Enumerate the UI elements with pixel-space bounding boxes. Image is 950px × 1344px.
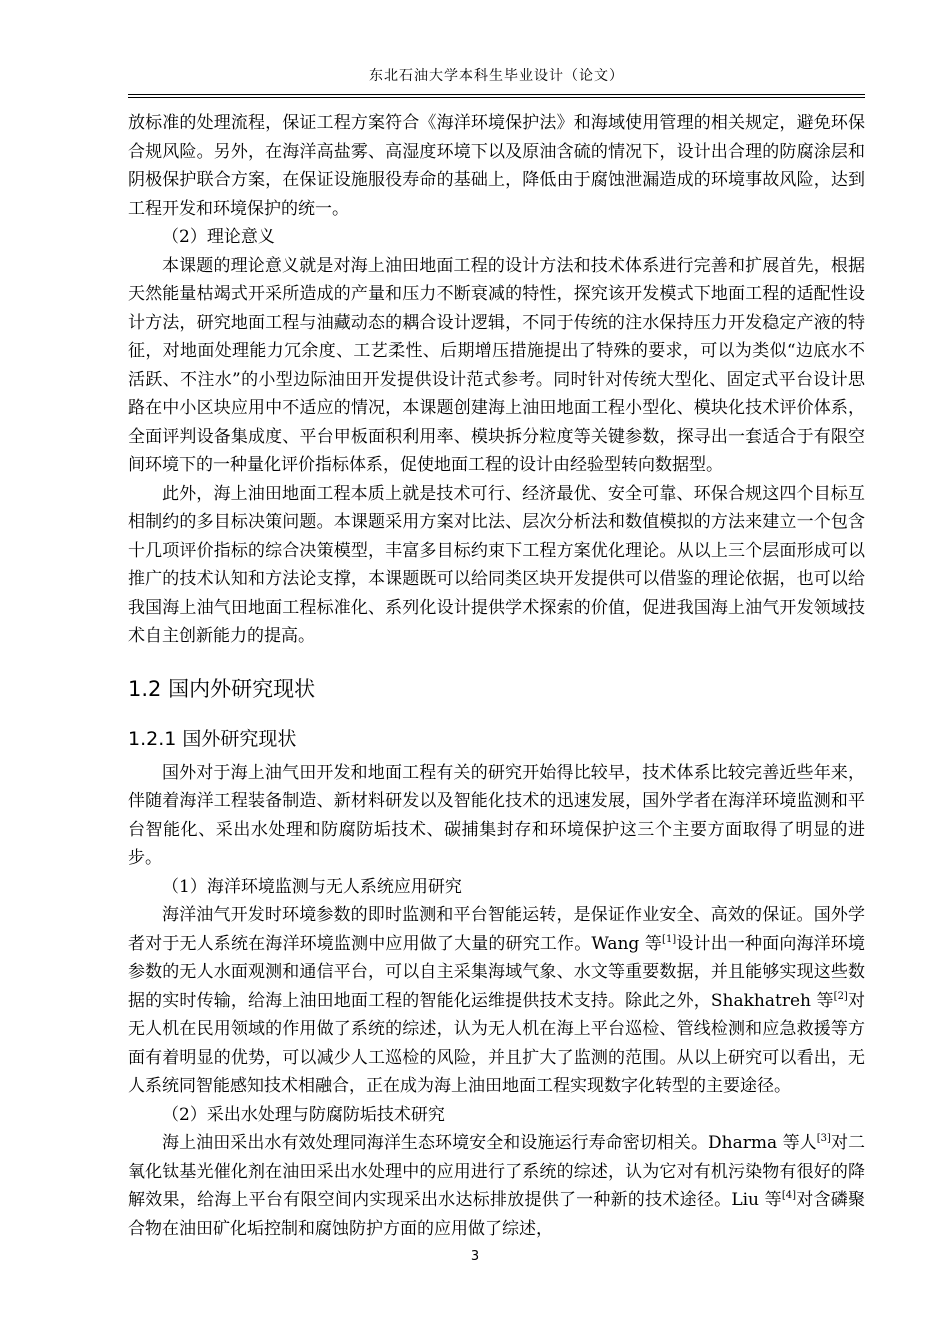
paragraph-marine-monitoring	[128, 901, 865, 1101]
header-rule-thin	[128, 97, 865, 98]
text-run: 海洋油气开发时环境参数的即时监测和平台智能运转，是保证作业安全、高效的保证。国外学者对于无人系统在海洋环境监测中应用做了大量的研究工作。Wang 等	[128, 905, 865, 954]
text-run: 设计出一种面向海洋环境参数的无人水面观测和通信平台，可以自主采集海域气象、水文等重要数据，并且能够实现这些数据的实时传输，给海上油田地面工程的智能化运维提供技术支持。除此之外，Shakhatreh 等	[128, 933, 865, 1011]
paragraph-continued: 放标准的处理流程，保证工程方案符合《海洋环境保护法》和海域使用管理的相关规定，避免环保合规风险。另外，在海洋高盐雾、高湿度环境下以及原油含硫的情况下，设计出合理的防腐涂层和阴极保护联合方案，在保证设施服役寿命的基础上，降低由于腐蚀泄漏造成的环境事故风险，达到工程开发和环境保护的统一。	[128, 113, 865, 219]
subheading-produced-water: （2）采出水处理与防腐防垢技术研究	[162, 1104, 445, 1125]
paragraph-produced-water	[128, 1129, 865, 1243]
document-body	[128, 109, 865, 1243]
citation-ref-3: [3]	[816, 1133, 831, 1144]
subheading-theory-significance: （2）理论意义	[162, 227, 275, 247]
citation-ref-4: [4]	[781, 1190, 797, 1201]
text-run: 对二氧化钛基光催化剂在油田采出水处理中的应用进行了系统的综述，认为它对有机污染物有很好的降解效果，给海上平台有限空间内实现采出水达标排放提供了一种新的技术途径。Liu 等	[128, 1133, 866, 1210]
citation-ref-2: [2]	[833, 990, 848, 1002]
section-heading-1-2: 1.2 国内外研究现状	[128, 676, 316, 701]
page-number: 3	[470, 1249, 480, 1264]
paragraph-foreign-overview: 国外对于海上油气田开发和地面工程有关的研究开始得比较早，技术体系比较完善近些年来，伴随着海洋工程装备制造、新材料研发以及智能化技术的迅速发展，国外学者在海洋环境监测和平台智能化、采出水处理和防腐防垢技术、碳捕集封存和环境保护这三个主要方面取得了明显的进步。	[128, 762, 865, 868]
paragraph-theory-1: 本课题的理论意义就是对海上油田地面工程的设计方法和技术体系进行完善和扩展首先，根据天然能量枯竭式开采所造成的产量和压力不断衰减的特性，探究该开发模式下地面工程的适配性设计方法，研究地面工程与油藏动态的耦合设计逻辑，不同于传统的注水保持压力开发稳定产液的特征，对地面处理能力冗余度、工艺柔性、后期增压措施提出了特殊的要求，可以为类似“边底水不活跃、不注水”的小型边际油田开发提供设计范式参考。同时针对传统大型化、固定式平台设计思路在中小区块应用中不适应的情况，本课题创建海上油田地面工程小型化、模块化技术评价体系，全面评判设备集成度、平台甲板面积利用率、模块拆分粒度等关键参数，探寻出一套适合于有限空间环境下的一种量化评价指标体系，促使地面工程的设计由经验型转向数据型。	[128, 255, 865, 475]
text-run: 海上油田采出水有效处理同海洋生态环境安全和设施运行寿命密切相关。Dharma 等人	[162, 1133, 817, 1153]
text-run: 对无人机在民用领域的作用做了系统的综述，认为无人机在海上平台巡检、管线检测和应急救援等方面有着明显的优势，可以减少人工巡检的风险，并且扩大了监测的范围。从以上研究可以看出，无人系统同智能感知技术相融合，正在成为海上油田地面工程实现数字化转型的主要途径。	[128, 990, 865, 1096]
section-heading-1-2-1: 1.2.1 国外研究现状	[128, 727, 297, 750]
paragraph-theory-2: 此外，海上油田地面工程本质上就是技术可行、经济最优、安全可靠、环保合规这四个目标互相制约的多目标决策问题。本课题采用方案对比法、层次分析法和数值模拟的方法来建立一个包含十几项评价指标的综合决策模型，丰富多目标约束下工程方案优化理论。从以上三个层面形成可以推广的技术认知和方法论支撑，本课题既可以给同类区块开发提供可以借鉴的理论依据，也可以给我国海上油气田地面工程标准化、系列化设计提供学术探索的价值，促进我国海上油气开发领域技术自主创新能力的提高。	[128, 483, 865, 646]
header-rule-thick	[128, 94, 865, 95]
text-run: 对含磷聚合物在油田矿化垢控制和腐蚀防护方面的应用做了综述，	[128, 1190, 866, 1239]
running-header: 东北石油大学本科生毕业设计（论文）	[369, 68, 624, 84]
citation-ref-1: [1]	[662, 933, 677, 945]
subheading-marine-monitoring: （1）海洋环境监测与无人系统应用研究	[162, 876, 462, 897]
